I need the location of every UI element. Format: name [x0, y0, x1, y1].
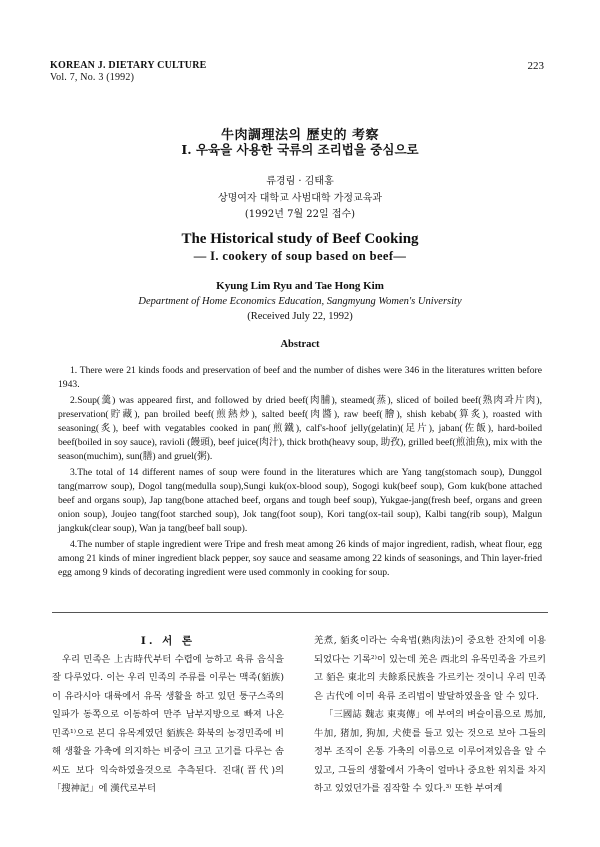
- abstract-paragraph-3: 3.The total of 14 different names of soup were found in the literatures which are Yang tang(stomach soup), Dunggol tang(marrow soup), Dogol tang(medulla soup),Sungi kuk(ox-blood soup), Sogogi kuk(beef soup), Gom kuk(bone attached beef and organs soup), Jap tang(bone attached beef, organs and tough beef soup), Yukgae-jang(fresh beef, organs and green onion soup), Joujeo tang(foot starched soup), Jok tang(foot soup), Kori tang(ox-tail soup), Kalbi tang(rib soup), Malgun jangkuk(clear soup), Wan ja tang(beef ball soup).: [58, 467, 542, 534]
- korean-affiliation: 상명여자 대학교 사범대학 가정교육과: [217, 193, 383, 204]
- journal-name: KOREAN J. DIETARY CULTURE: [50, 60, 207, 71]
- english-authors: Kyung Lim Ryu and Tae Hong Kim: [216, 280, 384, 292]
- abstract-paragraph-4: 4.The number of staple ingredient were Tripe and fresh meat among 26 kinds of major ingredient, radish, wheat flour, egg among 21 kinds of miner ingredient black pepper, soy sauce and seasame among 22 kinds of seasonings, and Thin layer-fried egg among 9 kinds of decorating ingredient were used commonly in cooking for soup.: [58, 539, 542, 578]
- korean-authors: 류경림 · 김태홍: [266, 176, 334, 187]
- introduction-paragraph-2: 羌煮, 貊炙이라는 숙육법(熟肉法)이 중요한 잔치에 이용되었다는 기록²⁾이 있는데 羌은 西北의 유목민족을 가르키고 貊은 東北의 夫餘系民族을 가르키는 것이니 우리 민족은 古代에 이미 육류 조리법이 발달하였을을 알 수 있다.: [314, 635, 546, 702]
- abstract-paragraph-1: 1. There were 21 kinds foods and preservation of beef and the number of dishes were 346 in the literatures written before 1943.: [58, 365, 542, 390]
- english-main-title: The Historical study of Beef Cooking: [181, 231, 419, 247]
- korean-received-date: (1992년 7월 22일 접수): [244, 209, 356, 220]
- journal-header: [50, 60, 207, 84]
- page-number: 223: [527, 60, 544, 72]
- korean-subtitle: I. 우육을 사용한 국류의 조리법을 중심으로: [181, 142, 419, 157]
- english-affiliation: Department of Home Economics Education, Sangmyung Women's University: [138, 296, 462, 307]
- body-right-column: [314, 632, 546, 799]
- journal-volume: Vol. 7, No. 3 (1992): [50, 72, 135, 83]
- english-received-date: (Received July 22, 1992): [247, 311, 353, 322]
- abstract-paragraph-2: 2.Soup(羹) was appeared first, and followed by dried beef(肉脯), steamed(蒸), sliced of boiled beef(熟肉과片肉), preservation(貯藏), pan broiled beef(煎熱炒), salted beef(肉醬), raw beef(膾), shish kebab(算炙), roasted with seasoning(炙), beef with vegatables cooked in pan(煎鐵), calf's-hoof jelly(gelatin)(足片), jaban(佐飯), hard-boiled beef(boiled in soy sauce), ravioli (饅頭), beef juice(肉汁), thick broth(heavy soup, 助孜), grilled beef(煎油魚), mix with the season(muchim), sun(膳) and gruel(粥).: [58, 395, 542, 462]
- section-divider: [52, 612, 548, 613]
- english-subtitle: — I. cookery of soup based on beef—: [193, 249, 407, 263]
- body-left-column: [52, 632, 284, 799]
- introduction-heading: I. 서 론: [140, 635, 196, 647]
- abstract-body: [58, 364, 542, 582]
- korean-main-title: 牛肉調理法의 歷史的 考察: [220, 128, 380, 143]
- abstract-heading: Abstract: [280, 339, 320, 350]
- introduction-paragraph-3: 「三國誌 魏志 東夷傳」에 부여의 벼슬이름으로 馬加, 牛加, 猪加, 狗加, 犬使를 들고 있는 것으로 보아 그들의 정부 조직이 온통 가축의 이름으로 이루어져있음을 알 수 있고, 그들의 생활에서 가축이 얼마나 중요한 위치를 차지하고 있었던가를 짐작할 수 있다.³⁾ 또한 부여계: [314, 709, 546, 794]
- introduction-paragraph-1: 우리 민족은 上古時代부터 수렵에 능하고 육류 음식을 잘 다루었다. 이는 우리 민족의 주류를 이루는 맥족(貊族)이 유라시아 대륙에서 유목 생활을 하고 있던 퉁구스족의 일파가 동쪽으로 이동하여 만주 남부지방으로 빠져 나온 민족¹⁾으로 본디 유목계였던 貊族은 화북의 농경민족에 비해 생활을 가축에 의지하는 비중이 크고 고기를 다루는 솜씨도 보다 익숙하였을것으로 추측된다. 진대(晋代)의 「搜神記」에 漢代로부터: [52, 653, 284, 794]
